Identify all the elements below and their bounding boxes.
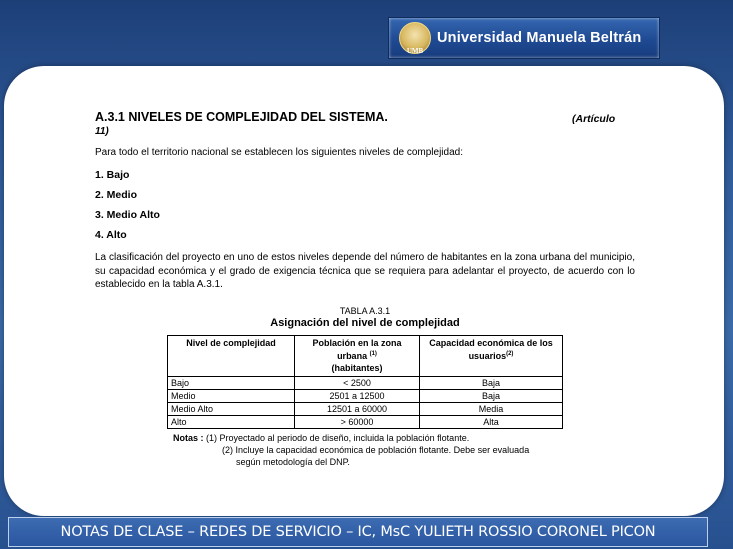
section-heading — [95, 110, 635, 124]
table-header-row — [168, 335, 563, 376]
classification-paragraph: La clasificación del proyecto en uno de estos niveles depende del número de habitantes en la zona urbana del municipio, su capacidad económica y el grado de exigencia técnica que se requiera para adelantar el proyecto, de acuerdo con lo establecido en la tabla A.3.1. — [95, 252, 635, 290]
list-item: 2. Medio — [95, 189, 138, 201]
table-cell: Baja — [420, 389, 563, 402]
header-population: Población en la zona urbana $^{(1)}$ (habitantes) — [295, 335, 420, 376]
notes-label: Notas : — [173, 432, 204, 443]
header-capacity: Capacidad económica de los usuarios$^{(2)}$ — [420, 335, 563, 376]
list-item: 1. Bajo — [95, 169, 130, 181]
seal-text: UMB — [406, 47, 424, 55]
section-title: A.3.1 NIVELES DE COMPLEJIDAD DEL SISTEMA. — [95, 110, 388, 124]
table-cell: Alta — [420, 415, 563, 428]
footer-text: NOTAS DE CLASE – REDES DE SERVICIO – IC, MsC YULIETH ROSSIO CORONEL PICON — [60, 524, 656, 540]
table-cell: Baja — [420, 376, 563, 389]
table-row — [168, 389, 563, 402]
table-cell: Alto — [168, 415, 295, 428]
table-caption: TABLA A.3.1 — [339, 305, 391, 316]
table-cell: 2501 a 12500 — [295, 389, 420, 402]
university-name: Universidad Manuela Beltrán — [437, 30, 642, 46]
article-number: 11) — [95, 126, 109, 137]
list-item: 3. Medio Alto — [95, 209, 160, 221]
intro-paragraph: Para todo el territorio nacional se establecen los siguientes niveles de complejidad: — [95, 147, 463, 158]
table-title: Asignación del nivel de complejidad — [270, 316, 460, 329]
complexity-levels-list — [95, 165, 635, 245]
university-seal-icon — [399, 22, 431, 54]
note-1: (1) Proyectado al periodo de diseño, incluida la población flotante. — [206, 432, 470, 443]
list-item: 4. Alto — [95, 229, 127, 241]
note-2-continuation: según metodología del DNP. — [236, 456, 350, 467]
table-cell: Medio — [168, 389, 295, 402]
table-row — [168, 415, 563, 428]
university-logo-banner — [388, 17, 660, 59]
table-row — [168, 376, 563, 389]
note-2: (2) Incluye la capacidad económica de población flotante. Debe ser evaluada — [222, 444, 530, 455]
complexity-table — [167, 335, 563, 429]
document-content — [95, 110, 635, 468]
footer-bar — [8, 517, 708, 547]
table-notes — [173, 432, 635, 468]
table-cell: 12501 a 60000 — [295, 402, 420, 415]
table-cell: < 2500 — [295, 376, 420, 389]
table-cell: > 60000 — [295, 415, 420, 428]
article-label: (Artículo — [572, 113, 616, 125]
table-cell: Medio Alto — [168, 402, 295, 415]
header-level: Nivel de complejidad — [168, 335, 295, 376]
table-cell: Media — [420, 402, 563, 415]
table-row — [168, 402, 563, 415]
table-cell: Bajo — [168, 376, 295, 389]
